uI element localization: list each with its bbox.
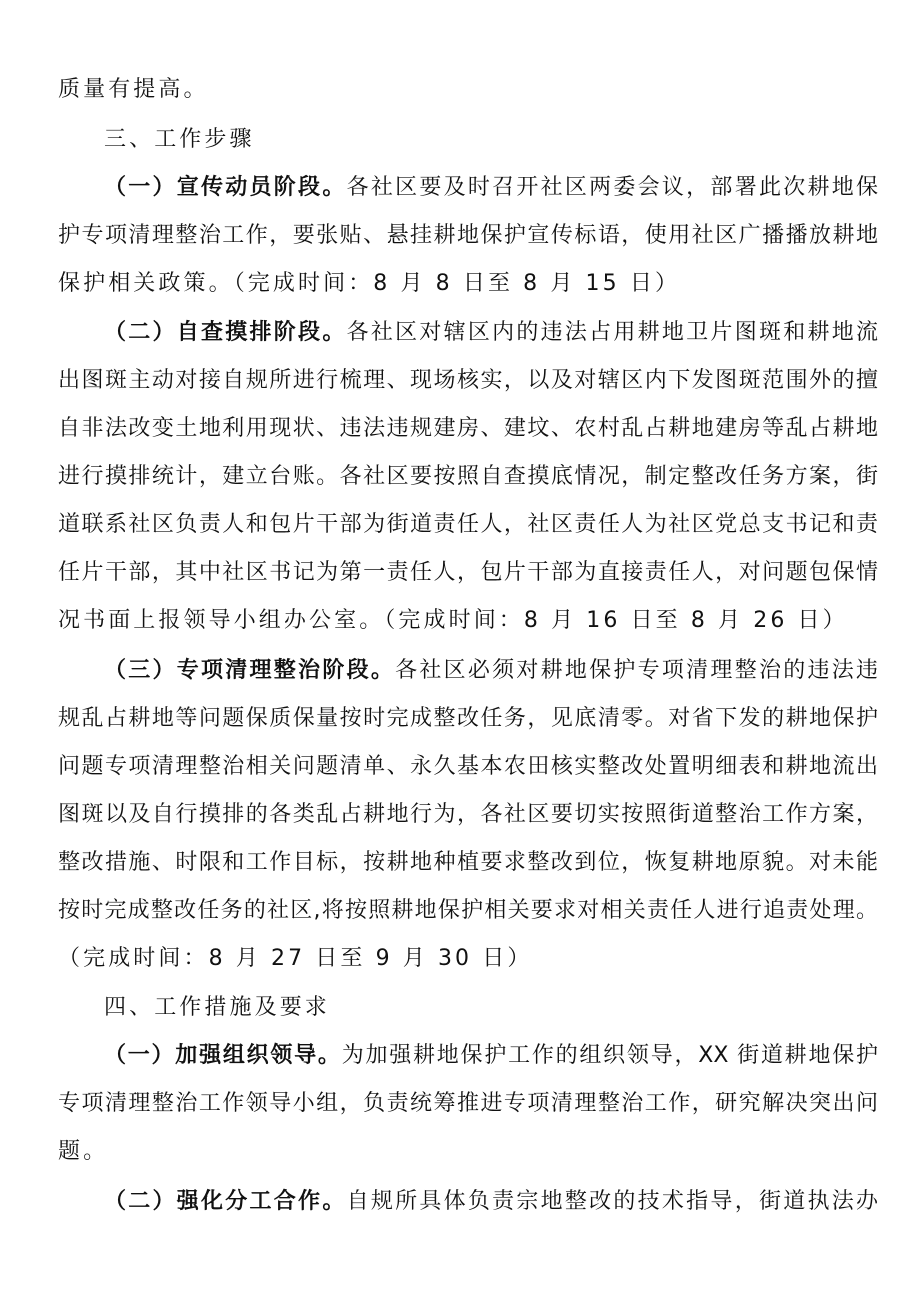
paragraph-line: 进行摸排统计，建立台账。各社区要按照自查摸底情况，制定整改任务方案，街 [58,464,878,489]
paragraph-line: 道联系社区负责人和包片干部为街道责任人，社区责任人为社区党总支书记和责 [58,512,878,537]
paragraph-line: 问题专项清理整治相关问题清单、永久基本农田核实整改处置明细表和耕地流出 [58,754,878,779]
paragraph-line: 护专项清理整治工作，要张贴、悬挂耕地保护宣传标语，使用社区广播播放耕地 [58,223,878,248]
paragraph-line: 自非法改变土地利用现状、违法违规建房、建坟、农村乱占耕地建房等乱占耕地 [58,416,878,441]
paragraph-line: 整改措施、时限和工作目标，按耕地种植要求整改到位，恢复耕地原貌。对未能 [58,850,878,875]
stage-heading-publicity: （一）宣传动员阶段。 [104,175,347,200]
paragraph-line: （完成时间：8 月 27 日至 9 月 30 日） [58,946,533,971]
paragraph-line: 按时完成整改任务的社区,将按照耕地保护相关要求对相关责任人进行追责处理。 [58,898,878,923]
paragraph-line: （二）自查摸排阶段。各社区对辖区内的违法占用耕地卫片图斑和耕地流 [104,320,878,345]
measure-heading-cooperation: （二）强化分工合作。 [104,1189,347,1214]
paragraph-line: 题。 [58,1139,109,1164]
measure-heading-organization: （一）加强组织领导。 [104,1043,342,1068]
paragraph-line: （一）加强组织领导。为加强耕地保护工作的组织领导，XX 街道耕地保护 [104,1043,878,1068]
paragraph-line: 出图斑主动对接自规所进行梳理、现场核实，以及对辖区内下发图斑范围外的擅 [58,368,878,393]
paragraph-line: （一）宣传动员阶段。各社区要及时召开社区两委会议，部署此次耕地保 [104,175,878,200]
paragraph-line: 况书面上报领导小组办公室。（完成时间：8 月 16 日至 8 月 26 日） [58,608,848,633]
section-heading-steps: 三、工作步骤 [104,127,255,152]
paragraph-line: 图斑以及自行摸排的各类乱占耕地行为，各社区要切实按照街道整治工作方案， [58,802,878,827]
paragraph-line: （三）专项清理整治阶段。各社区必须对耕地保护专项清理整治的违法违 [104,658,878,683]
paragraph-line: 保护相关政策。（完成时间：8 月 8 日至 8 月 15 日） [58,271,681,296]
stage-heading-self-check: （二）自查摸排阶段。 [104,320,347,345]
paragraph-line: 专项清理整治工作领导小组，负责统筹推进专项清理整治工作，研究解决突出问 [58,1091,878,1116]
section-heading-measures: 四、工作措施及要求 [104,995,330,1020]
paragraph-line: （二）强化分工合作。自规所具体负责宗地整改的技术指导，街道执法办 [104,1189,878,1214]
paragraph-line: 规乱占耕地等问题保质保量按时完成整改任务，见底清零。对省下发的耕地保护 [58,706,878,731]
paragraph-line: 任片干部，其中社区书记为第一责任人，包片干部为直接责任人，对问题包保情 [58,560,878,585]
paragraph-line: 质量有提高。 [58,77,209,102]
stage-heading-rectification: （三）专项清理整治阶段。 [104,658,396,683]
